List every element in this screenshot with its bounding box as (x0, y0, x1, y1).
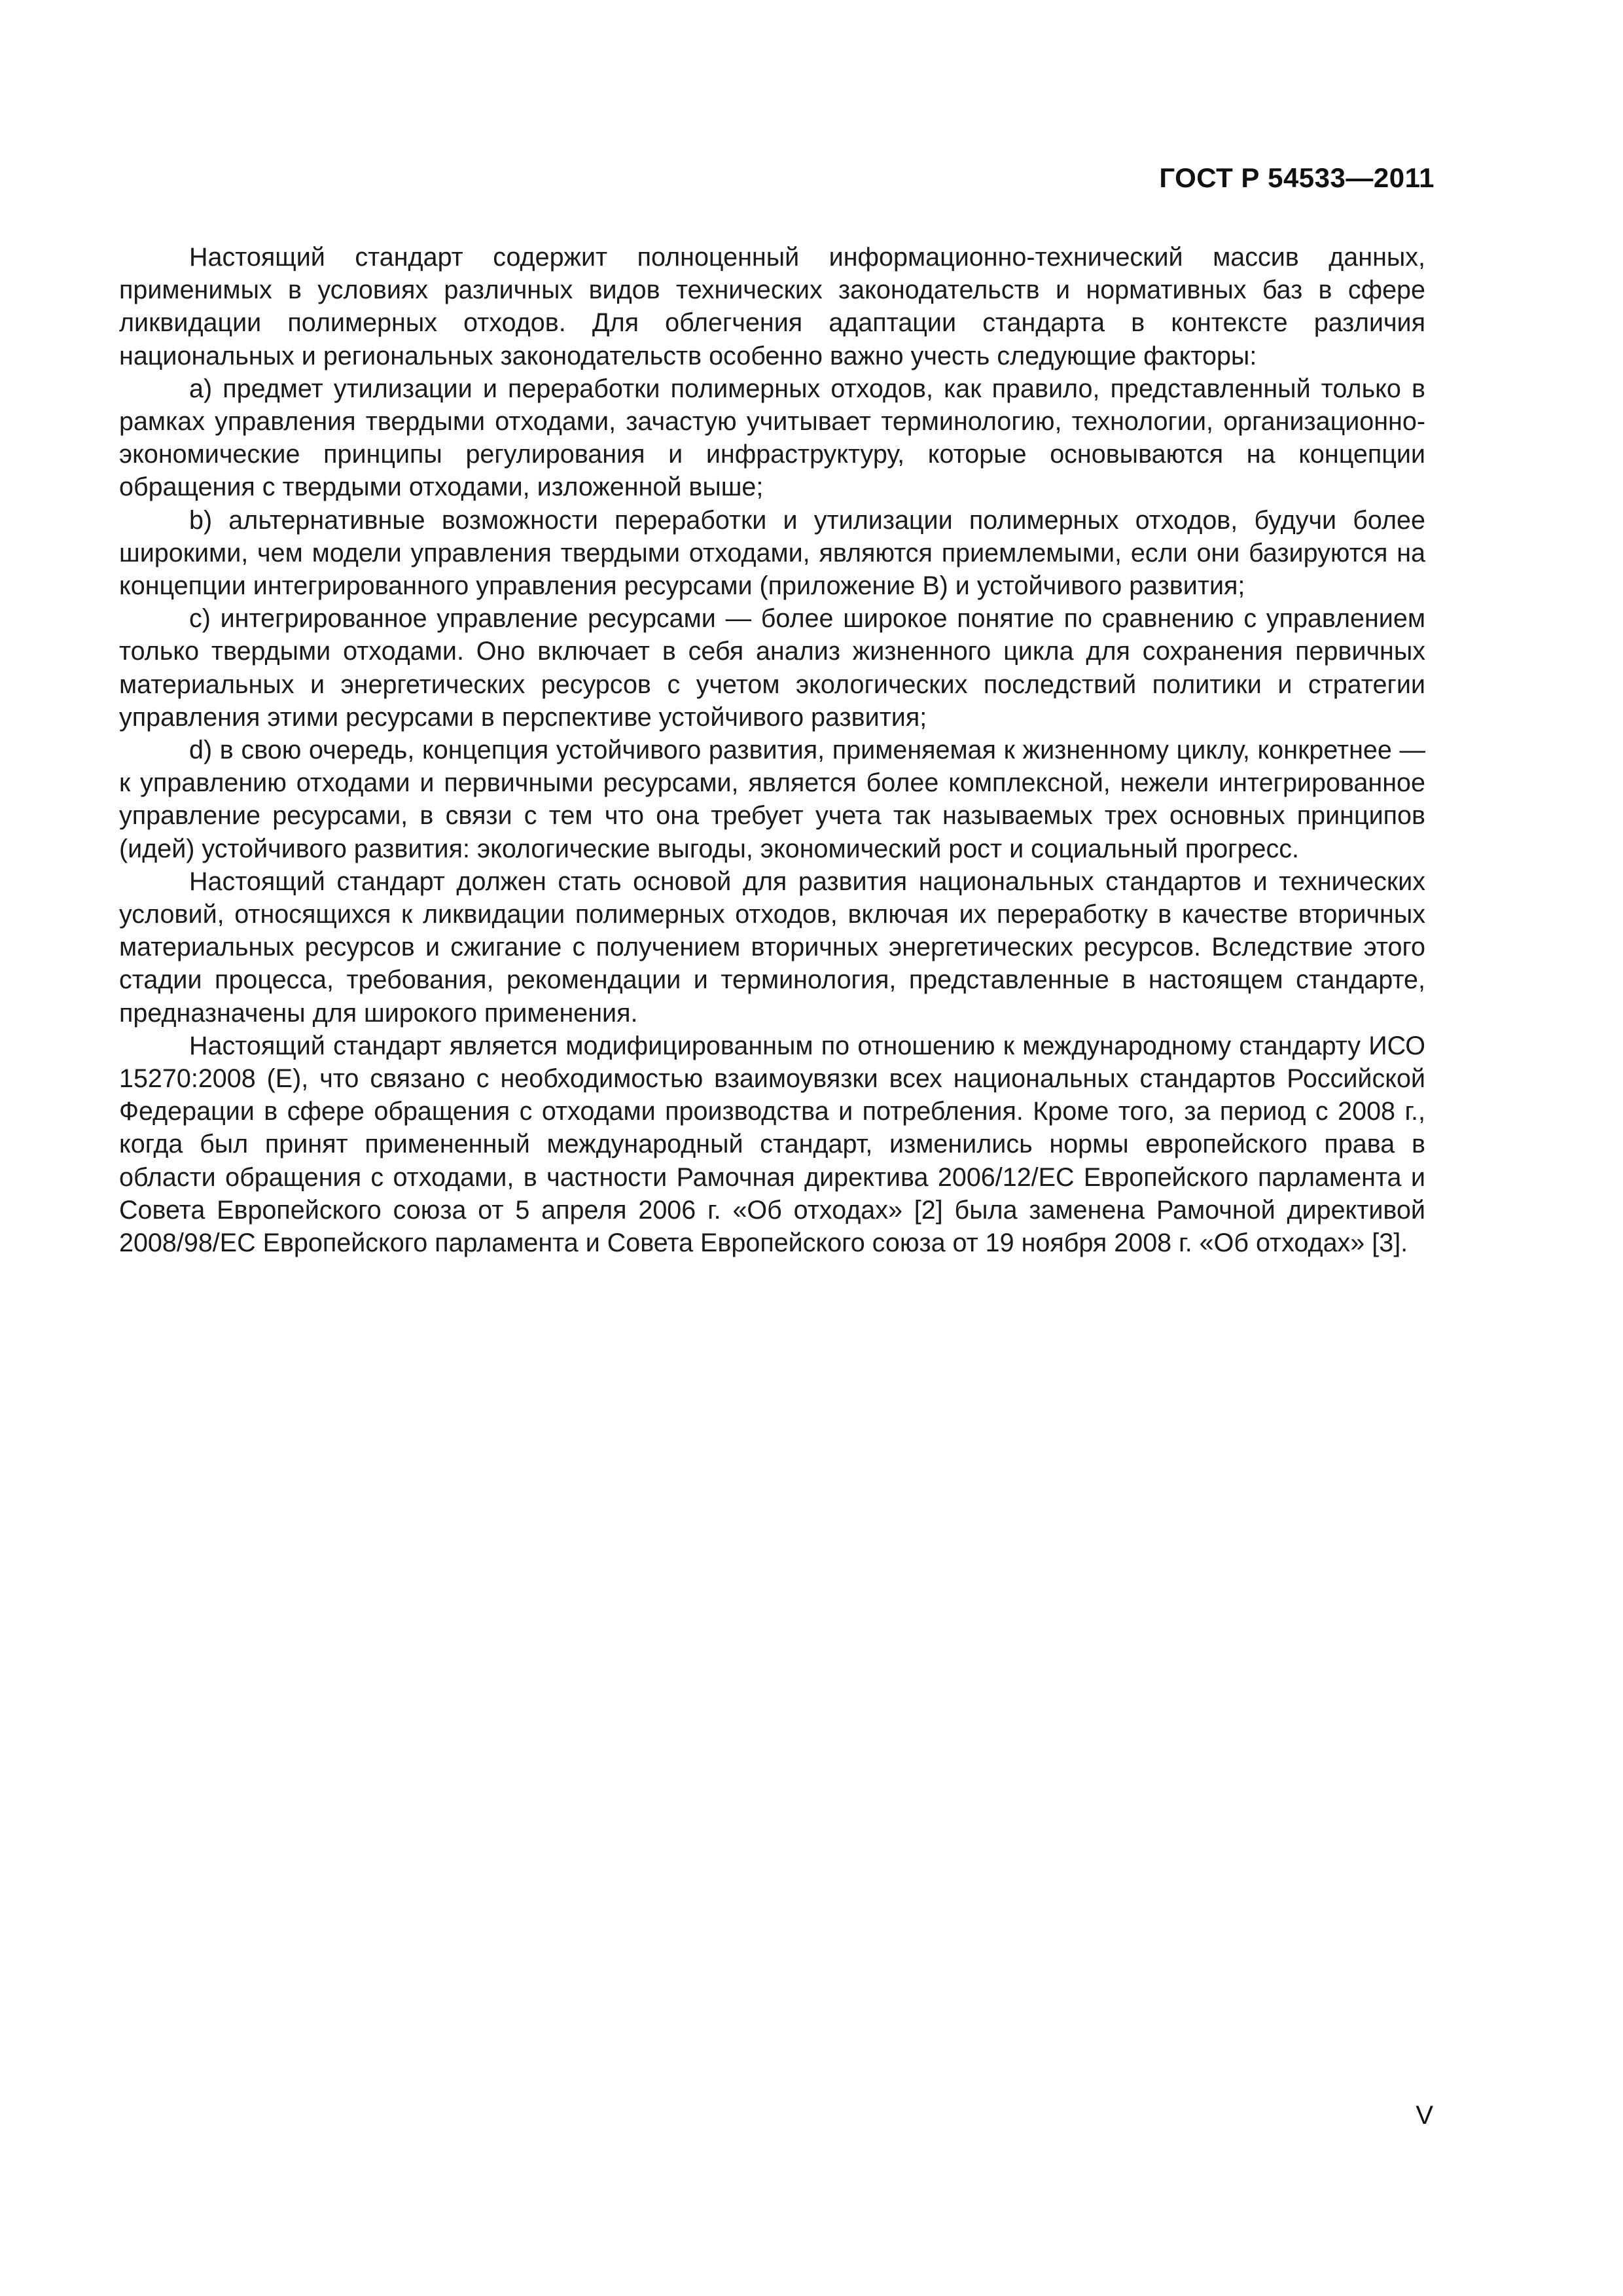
list-item-b: b) альтернативные возможности переработки и утилизации полимерных отходов, будучи более широкими, чем модели управления твердыми отходами, являются приемлемыми, если они базируются на концепции интегрированного управления ресурсами (приложение В) и устойчивого развития; (119, 505, 1425, 601)
paragraph-modification: Настоящий стандарт является модифицированным по отношению к международному стандарту ИСО 15270:2008 (E), что связано с необходимостью взаимоувязки всех национальных стандартов Российской Федерации в сфере обращения с отходами производства и потребления. Кроме того, за период с 2008 г., когда был принят примененный международный стандарт, изменились нормы европейского права в области обращения с отходами, в частности Рамочная директива 2006/12/ЕС Европейского парламента и Совета Европейского союза от 5 апреля 2006 г. «Об отходах» [2] была заменена Рамочной директивой 2008/98/ЕС Европейского парламента и Совета Европейского союза от 19 ноября 2008 г. «Об отходах» [3]. (119, 1031, 1425, 1258)
list-item-a: a) предмет утилизации и переработки полимерных отходов, как правило, представленный только в рамках управления твердыми отходами, зачастую учитывает терминологию, технологии, организационно-экономические принципы регулирования и инфраструктуру, которые основываются на концепции обращения с твердыми отходами, изложенной выше; (119, 374, 1425, 502)
document-body (119, 241, 1425, 1259)
page-number: V (1416, 2101, 1433, 2130)
paragraph-intro: Настоящий стандарт содержит полноценный информационно-технический массив данных, применимых в условиях различных видов технических законодательств и нормативных баз в сфере ликвидации полимерных отходов. Для облегчения адаптации стандарта в контексте различия национальных и региональных законодательств особенно важно учесть следующие факторы: (119, 243, 1425, 370)
list-item-c: c) интегрированное управление ресурсами — более широкое понятие по сравнению с управлением только твердыми отходами. Оно включает в себя анализ жизненного цикла для сохранения первичных материальных и энергетических ресурсов с учетом экологических последствий политики и стратегии управления этими ресурсами в перспективе устойчивого развития; (119, 604, 1425, 732)
document-designation: ГОСТ Р 54533—2011 (1159, 162, 1435, 193)
list-item-d: d) в свою очередь, концепция устойчивого развития, применяемая к жизненному циклу, конкретнее — к управлению отходами и первичными ресурсами, является более комплексной, нежели интегрированное управление ресурсами, в связи с тем что она требует учета так называемых трех основных принципов (идей) устойчивого развития: экологические выгоды, экономический рост и социальный прогресс. (119, 736, 1425, 863)
paragraph-purpose: Настоящий стандарт должен стать основой для развития национальных стандартов и технических условий, относящихся к ликвидации полимерных отходов, включая их переработку в качестве вторичных материальных ресурсов и сжигание с получением вторичных энергетических ресурсов. Вследствие этого стадии процесса, требования, рекомендации и терминология, представленные в настоящем стандарте, предназначены для широкого применения. (119, 867, 1425, 1028)
